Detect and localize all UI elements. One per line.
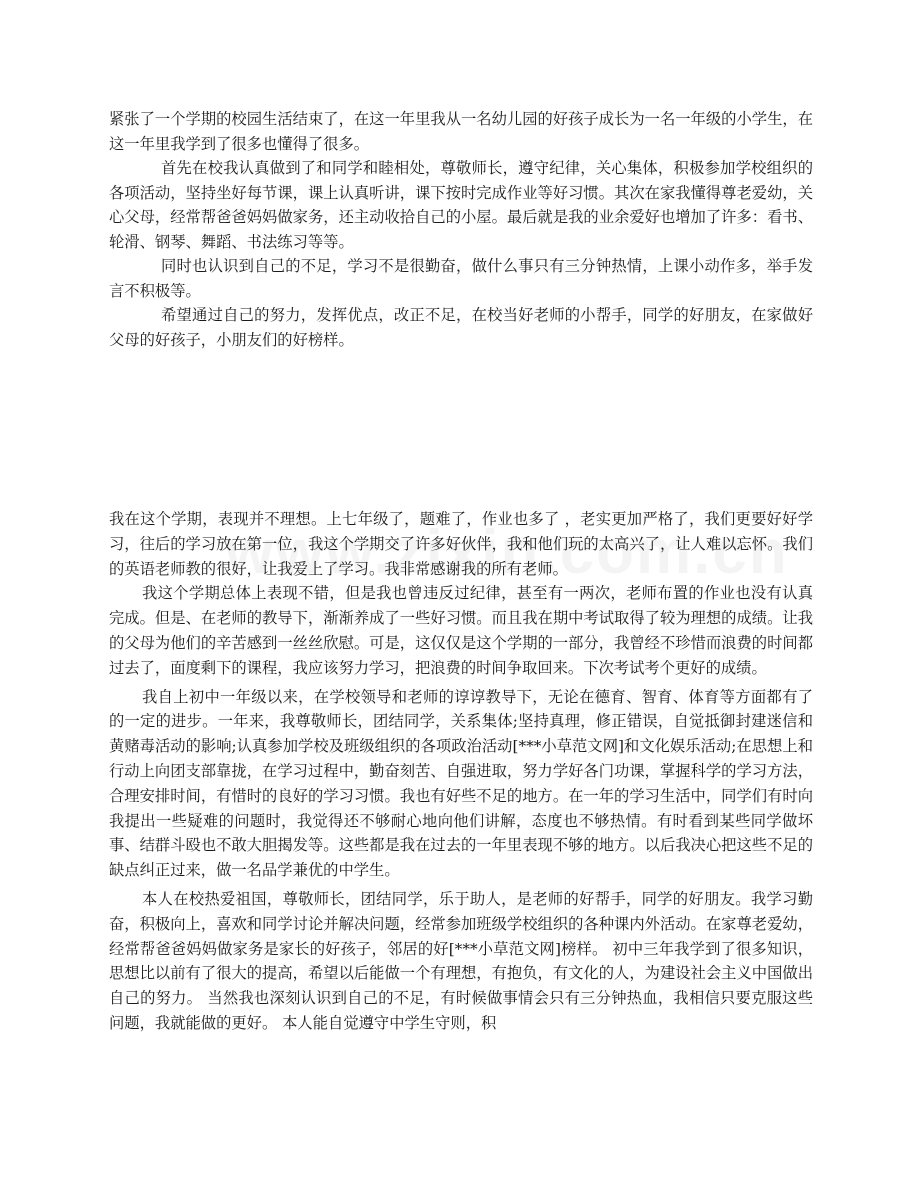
- paragraph: 首先在校我认真做到了和同学和睦相处，尊敬师长，遵守纪律，关心集体，积极参加学校组织的各项活动，坚持坐好每节课，课上认真听讲，课下按时完成作业等好习惯。其次在家我懂得尊老爱幼，关心父母，经常帮爸爸妈妈做家务，还主动收拾自己的小屋。最后就是我的业余爱好也增加了许多：看书、轮滑、钢琴、舞蹈、书法练习等等。: [109, 159, 813, 251]
- paragraph: 本人在校热爱祖国，尊敬师长，团结同学，乐于助人，是老师的好帮手，同学的好朋友。我学习勤奋，积极向上，喜欢和同学讨论并解决问题，经常参加班级学校组织的各种课内外活动。在家尊老爱幼，经常帮爸爸妈妈做家务是家长的好孩子，邻居的好[***小草范文网]榜样。 初中三年我学到了很多知识，思想比以前有了很大的提高，希望以后能做一个有理想，有抱负，有文化的人，为建设社会主义中国做出自己的努力。 当然我也深刻认识到自己的不足，有时候做事情会只有三分钟热血，我相信只要克服这些问题，我就能做的更好。 本人能自觉遵守中学生守则，积: [109, 889, 813, 1032]
- section-first-grade-summary: [109, 107, 813, 352]
- paragraph: 我在这个学期，表现并不理想。上七年级了，题难了，作业也多了 ，老实更加严格了，我们更要好好学习，往后的学习放在第一位，我这个学期交了许多好伙伴，我和他们玩的太高兴了，让人难以忘怀。我们的英语老师教的很好，让我爱上了学习。我非常感谢我的所有老师。: [109, 510, 813, 578]
- paragraph: 同时也认识到自己的不足，学习不是很勤奋，做什么事只有三分钟热情，上课小动作多，举手发言不积极等。: [109, 257, 813, 300]
- paragraph: 我自上初中一年级以来，在学校领导和老师的谆谆教导下，无论在德育、智育、体育等方面都有了的一定的进步。一年来，我尊敬师长，团结同学，关系集体;坚持真理，修正错误，自觉抵御封建迷信和黄赌毒活动的影响;认真参加学校及班级组织的各项政治活动[***小草范文网]和文化娱乐活动;在思想上和行动上向团支部靠拢，在学习过程中，勤奋刻苦、自强进取，努力学好各门功课，掌握科学的学习方法，合理安排时间，有惜时的良好的学习习惯。我也有好些不足的地方。在一年的学习生活中，同学们有时向我提出一些疑难的问题时，我觉得还不够耐心地向他们讲解，态度也不够热情。有时看到某些同学做坏事、结群斗殴也不敢大胆揭发等。这些都是我在过去的一年里表现不够的地方。以后我决心把这些不足的缺点纠正过来，做一名品学兼优的中学生。: [109, 687, 813, 880]
- paragraph: 希望通过自己的努力，发挥优点，改正不足，在校当好老师的小帮手，同学的好朋友，在家做好父母的好孩子，小朋友们的好榜样。: [109, 306, 813, 349]
- section-middle-school-summary: [109, 507, 813, 1036]
- paragraph: 我这个学期总体上表现不错，但是我也曾违反过纪律，甚至有一两次，老师布置的作业也没有认真完成。但是、在老师的教导下，渐渐养成了一些好习惯。而且我在期中考试取得了较为理想的成绩。让我的父母为他们的辛苦感到一丝丝欣慰。可是，这仅仅是这个学期的一部分，我曾经不珍惜而浪费的时间都过去了，面度剩下的课程，我应该努力学习，把浪费的时间争取回来。下次考试考个更好的成绩。: [109, 584, 813, 677]
- paragraph: 紧张了一个学期的校园生活结束了，在这一年里我从一名幼儿园的好孩子成长为一名一年级的小学生，在这一年里我学到了很多也懂得了很多。: [109, 110, 813, 153]
